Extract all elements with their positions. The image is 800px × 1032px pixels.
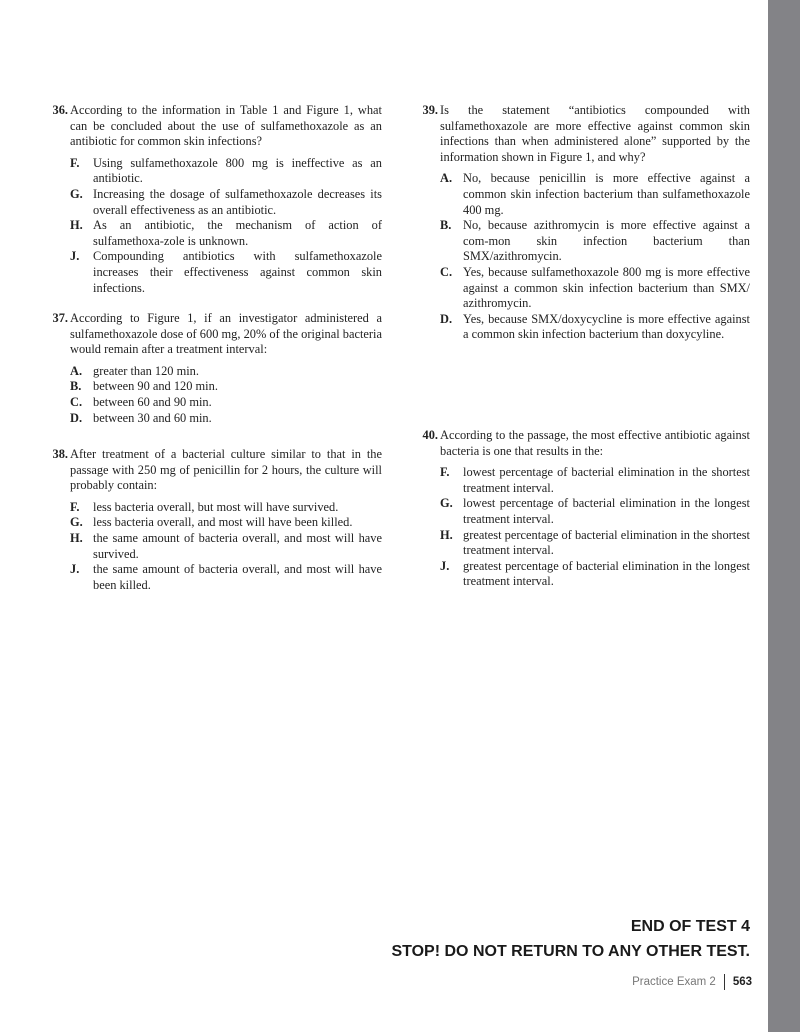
answer-option[interactable] (440, 559, 750, 590)
answer-options (40, 364, 382, 426)
option-letter: H. (440, 527, 453, 542)
question-text: Is the statement “antibiotics compounded with sulfamethoxazole are more effective against common skin infections than when administered alone” supported by the information shown in Figure 1, and why? (440, 103, 750, 164)
option-letter: J. (70, 562, 80, 577)
option-letter: G. (70, 515, 83, 530)
option-text: As an antibiotic, the mechanism of action of sulfamethoxa-zole is unknown. (93, 218, 382, 248)
option-text: between 60 and 90 min. (93, 394, 212, 409)
answer-options (40, 500, 382, 594)
option-letter: C. (70, 394, 83, 409)
option-text: between 90 and 120 min. (93, 379, 218, 394)
option-text: less bacteria overall, but most will have survived. (93, 499, 339, 514)
option-text: the same amount of bacteria overall, and most will have been killed. (93, 562, 382, 592)
option-letter: G. (440, 496, 453, 511)
answer-option[interactable] (70, 364, 382, 380)
question-number: 37. (52, 311, 68, 325)
option-letter: A. (70, 363, 83, 378)
answer-option[interactable] (70, 187, 382, 218)
answer-option[interactable] (70, 249, 382, 296)
end-of-test-heading: END OF TEST 4 (630, 918, 750, 935)
option-text: greatest percentage of bacterial elimination in the shortest treatment interval. (463, 527, 750, 558)
page-number: 563 (732, 976, 752, 988)
option-letter: C. (440, 264, 453, 279)
question-36 (40, 103, 382, 296)
option-letter: D. (70, 410, 83, 425)
page-edge-tab (768, 0, 800, 1032)
option-letter: H. (70, 218, 83, 233)
answer-options (40, 156, 382, 296)
option-text: lowest percentage of bacterial elimination in the shortest treatment interval. (463, 465, 750, 495)
question-stem (410, 103, 750, 165)
option-text: Increasing the dosage of sulfamethoxazole decreases its overall effectiveness as an antibiotic. (93, 186, 382, 217)
answer-option[interactable] (70, 500, 382, 516)
option-letter: F. (440, 465, 450, 480)
question-stem (410, 428, 750, 459)
option-text: No, because azithromycin is more effective against a com-mon skin infection bacterium than SMX/azithromycin. (463, 218, 750, 264)
footer-divider (724, 974, 725, 990)
answer-option[interactable] (70, 379, 382, 395)
question-38 (40, 447, 382, 593)
question-number: 39. (422, 103, 438, 117)
answer-option[interactable] (70, 395, 382, 411)
question-number: 40. (422, 428, 438, 442)
answer-option[interactable] (440, 265, 750, 312)
option-letter: A. (440, 171, 453, 186)
answer-option[interactable] (70, 156, 382, 187)
question-37 (40, 311, 382, 426)
option-text: less bacteria overall, and most will have been killed. (93, 515, 353, 530)
answer-option[interactable] (70, 531, 382, 562)
option-text: Compounding antibiotics with sulfamethoxazole increases their effectiveness against common skin infections. (93, 249, 382, 295)
option-letter: D. (440, 311, 453, 326)
answer-option[interactable] (440, 496, 750, 527)
option-text: the same amount of bacteria overall, and most will have survived. (93, 530, 382, 561)
answer-option[interactable] (70, 411, 382, 427)
answer-options (410, 171, 750, 343)
question-stem (40, 311, 382, 358)
question-stem (40, 103, 382, 150)
option-text: Using sulfamethoxazole 800 mg is ineffective as an antibiotic. (93, 155, 382, 186)
answer-option[interactable] (440, 528, 750, 559)
answer-option[interactable] (70, 515, 382, 531)
question-text: According to the information in Table 1 and Figure 1, what can be concluded about the use of sulfamethoxazole as an antibiotic for common skin infections? (70, 103, 382, 149)
option-letter: F. (70, 155, 80, 170)
option-text: greater than 120 min. (93, 363, 199, 378)
footer-section: Practice Exam 2 (632, 976, 716, 988)
answer-options (410, 465, 750, 590)
option-text: greatest percentage of bacterial elimination in the longest treatment interval. (463, 558, 750, 589)
answer-option[interactable] (440, 312, 750, 343)
option-letter: B. (440, 218, 452, 233)
option-letter: H. (70, 530, 83, 545)
answer-option[interactable] (440, 465, 750, 496)
question-text: According to Figure 1, if an investigator administered a sulfamethoxazole dose of 600 mg, 20% of the original bacteria would remain after a treatment interval: (70, 311, 382, 357)
option-text: between 30 and 60 min. (93, 410, 212, 425)
page-footer (632, 974, 752, 990)
answer-option[interactable] (440, 171, 750, 218)
answer-option[interactable] (440, 218, 750, 265)
option-text: No, because penicillin is more effective against a common skin infection bacterium than sulfamethoxazole 400 mg. (463, 171, 750, 217)
answer-option[interactable] (70, 562, 382, 593)
option-text: Yes, because sulfamethoxazole 800 mg is more effective against a common skin infection bacterium than SMX/ azithromycin. (463, 264, 750, 311)
question-number: 38. (52, 447, 68, 461)
question-40 (410, 428, 750, 590)
option-letter: J. (440, 558, 450, 573)
answer-option[interactable] (70, 218, 382, 249)
question-39 (410, 103, 750, 343)
question-number: 36. (52, 103, 68, 117)
option-letter: J. (70, 249, 80, 264)
option-letter: F. (70, 499, 80, 514)
option-letter: G. (70, 186, 83, 201)
question-stem (40, 447, 382, 494)
question-text: According to the passage, the most effective antibiotic against bacteria is one that results in the: (440, 428, 750, 458)
option-letter: B. (70, 379, 82, 394)
question-text: After treatment of a bacterial culture similar to that in the passage with 250 mg of penicillin for 2 hours, the culture will probably contain: (70, 447, 382, 493)
option-text: lowest percentage of bacterial elimination in the longest treatment interval. (463, 496, 750, 526)
stop-notice: STOP! DO NOT RETURN TO ANY OTHER TEST. (391, 943, 750, 960)
option-text: Yes, because SMX/doxycycline is more effective against a common skin infection bacterium than doxycyline. (463, 311, 750, 342)
